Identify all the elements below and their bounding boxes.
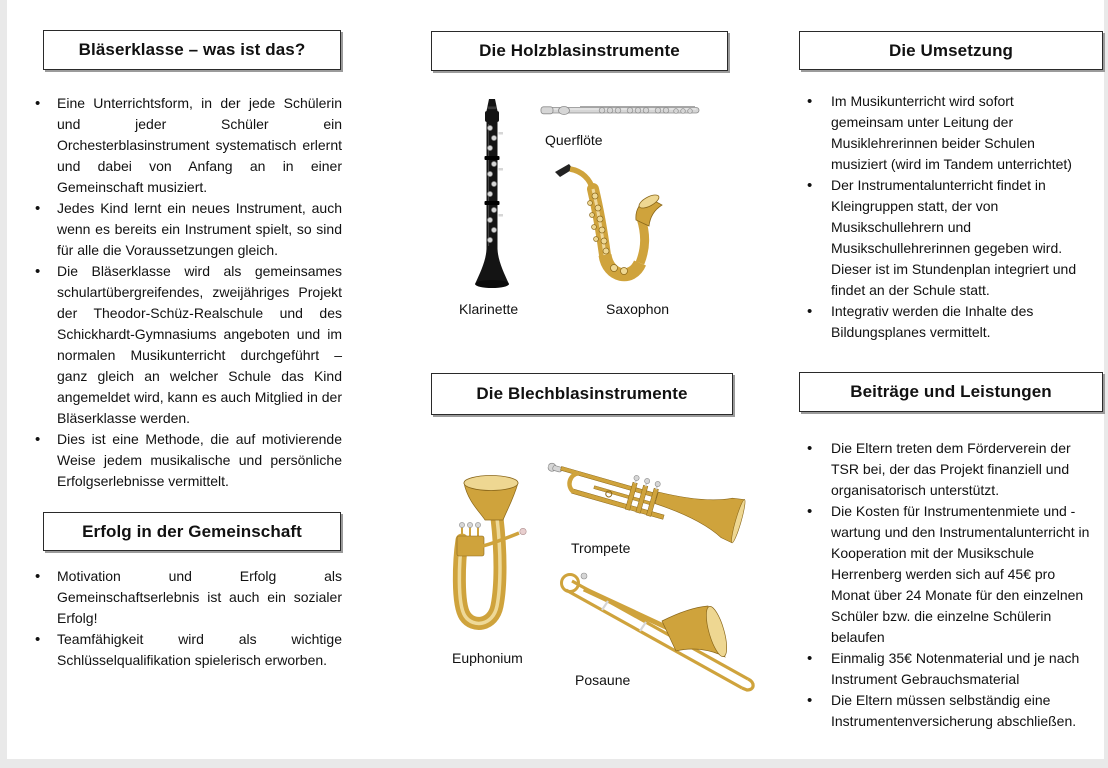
flute-image — [540, 100, 700, 120]
bullet-item: • Eine Unterrichtsform, in der jede Schülerin und jeder Schüler ein Orchesterblasinstrument systematisch erlernt und dabei von Anfang an in einer Gemeinschaft musiziert. — [35, 93, 342, 198]
bullet-item: • Dies ist eine Methode, die auf motivierende Weise jedem musikalische und persönliche Erfolgserlebnisse vermittelt. — [35, 429, 342, 492]
section-box-umsetzung — [799, 31, 1103, 70]
bullet-item: • Integrativ werden die Inhalte des Bildungsplanes vermittelt. — [803, 301, 1089, 343]
euphonium-image — [435, 474, 537, 646]
bullet-item: • Die Kosten für Instrumentenmiete und -wartung und den Instrumentalunterricht in Kooperation mit der Musikschule Herrenberg werden sich auf 45€ pro Monat über 24 Monate für den einzelnen Schüler bzw. die einzelne Schülerin belaufen — [803, 501, 1093, 648]
bullet-item: • Die Eltern müssen selbständig eine Instrumentenversicherung abschließen. — [803, 690, 1093, 732]
instrument-label-klarinette: Klarinette — [459, 301, 519, 317]
section-title: Die Holzblasinstrumente — [479, 41, 680, 60]
bullet-list-erfolg — [35, 566, 342, 671]
bullet-item: • Jedes Kind lernt ein neues Instrument, auch wenn es bereits ein Instrument spielt, so sind für alle die Voraussetzungen gleich. — [35, 198, 342, 261]
section-title: Die Umsetzung — [888, 40, 1014, 60]
trumpet-image — [540, 441, 752, 550]
saxophone-figure — [552, 158, 667, 303]
brochure-page — [7, 0, 1104, 759]
instrument-label-trompete: Trompete — [571, 540, 631, 556]
clarinet-figure — [469, 98, 515, 297]
flute-figure — [540, 100, 700, 125]
section-title: Beiträge und Leistungen — [850, 382, 1052, 401]
bullet-item: • Motivation und Erfolg als Gemeinschaftserlebnis ist auch ein sozialer Erfolg! — [35, 566, 342, 629]
section-box-blaeserklasse — [43, 30, 341, 70]
instrument-label-posaune: Posaune — [575, 672, 631, 688]
bullet-list-umsetzung — [803, 91, 1089, 343]
clarinet-image — [469, 98, 515, 292]
instrument-label-euphonium: Euphonium — [452, 650, 523, 666]
bullet-item: • Der Instrumentalunterricht findet in Kleingruppen statt, der von Musikschullehrern und Musikschullehrerinnen gegeben wird. Dieser ist im Stundenplan integriert und findet an der Schule statt. — [803, 175, 1089, 301]
section-box-holzblasinstrumente — [431, 31, 728, 71]
section-title: Erfolg in der Gemeinschaft — [82, 521, 302, 541]
bullet-item: • Im Musikunterricht wird sofort gemeinsam unter Leitung der Musiklehrerinnen beider Schulen musiziert (wird im Tandem unterrichtet) — [803, 91, 1089, 175]
instrument-label-saxophon: Saxophon — [606, 301, 670, 317]
euphonium-figure — [435, 474, 537, 651]
bullet-item: • Teamfähigkeit wird als wichtige Schlüsselqualifikation spielerisch erworben. — [35, 629, 342, 671]
bullet-item: • Die Bläserklasse wird als gemeinsames schulartübergreifendes, zweijähriges Projekt der Theodor-Schüz-Realschule und des Schickhardt-Gymnasiums angeboten und im normalen Musikunterricht durchgeführt – ganz gleich an welcher Schule das Kind angemeldet wird, kann es auch Mitglied in der Bläserklasse werden. — [35, 261, 342, 429]
section-title: Bläserklasse – was ist das? — [78, 40, 306, 59]
bullet-item: • Die Eltern treten dem Förderverein der TSR bei, der das Projekt finanziell und organisatorisch unterstützt. — [803, 438, 1093, 501]
section-box-erfolg — [43, 512, 341, 551]
saxophone-image — [552, 158, 667, 298]
bullet-list-beitraege — [803, 438, 1093, 732]
section-box-blechblasinstrumente — [431, 373, 733, 415]
section-title: Die Blechblasinstrumente — [476, 384, 688, 403]
section-box-beitraege — [799, 372, 1103, 412]
instrument-label-querfloete: Querflöte — [545, 132, 603, 148]
bullet-list-blaeserklasse — [35, 93, 342, 492]
bullet-item: • Einmalig 35€ Notenmaterial und je nach Instrument Gebrauchsmaterial — [803, 648, 1093, 690]
